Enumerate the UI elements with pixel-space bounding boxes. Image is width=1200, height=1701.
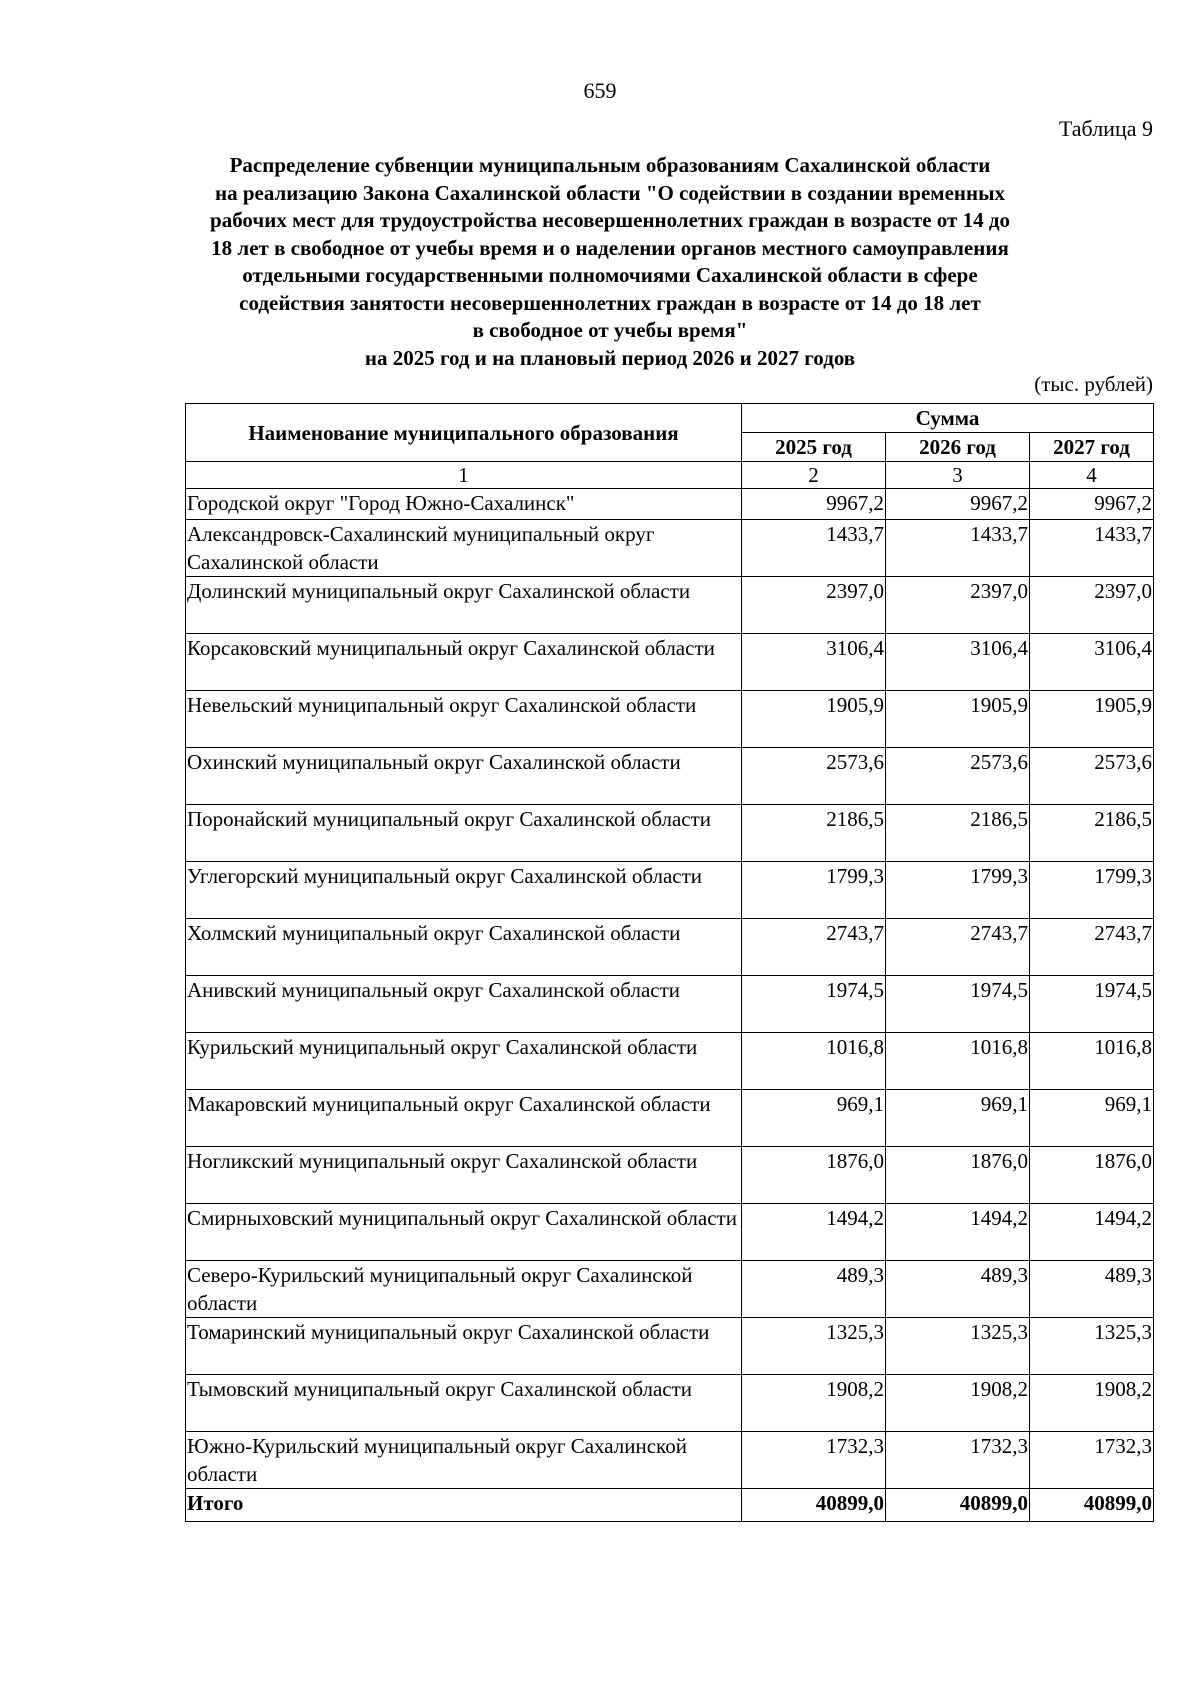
header-sum: Сумма <box>742 404 1154 433</box>
amount-2025: 489,3 <box>742 1261 886 1318</box>
table-header-row <box>186 404 1154 433</box>
table-row <box>186 1261 1154 1318</box>
municipality-name: Макаровский муниципальный округ Сахалинской области <box>186 1090 742 1147</box>
table-row <box>186 691 1154 748</box>
amount-2027: 1876,0 <box>1030 1147 1154 1204</box>
amount-2026: 1905,9 <box>886 691 1030 748</box>
amount-2025: 2573,6 <box>742 748 886 805</box>
header-year-2026: 2026 год <box>886 433 1030 462</box>
amount-2026: 2186,5 <box>886 805 1030 862</box>
municipality-name: Курильский муниципальный округ Сахалинской области <box>186 1033 742 1090</box>
column-number: 4 <box>1030 462 1154 489</box>
amount-2025: 1799,3 <box>742 862 886 919</box>
header-year-2027: 2027 год <box>1030 433 1154 462</box>
municipality-name: Северо-Курильский муниципальный округ Сахалинской области <box>186 1261 742 1318</box>
amount-2027: 2186,5 <box>1030 805 1154 862</box>
amount-2027: 1732,3 <box>1030 1432 1154 1489</box>
title-line: 18 лет в свободное от учебы время и о наделении органов местного самоуправления <box>211 235 1009 260</box>
total-label: Итого <box>186 1489 742 1522</box>
amount-2027: 1016,8 <box>1030 1033 1154 1090</box>
amount-2025: 2397,0 <box>742 577 886 634</box>
amount-2027: 1799,3 <box>1030 862 1154 919</box>
title-line: содействия занятости несовершеннолетних граждан в возрасте от 14 до 18 лет <box>239 290 981 315</box>
table-row <box>186 919 1154 976</box>
column-number: 3 <box>886 462 1030 489</box>
amount-2025: 1433,7 <box>742 520 886 577</box>
title-line: отдельными государственными полномочиями Сахалинской области в сфере <box>242 263 978 287</box>
subvention-table <box>185 403 1154 1522</box>
municipality-name: Тымовский муниципальный округ Сахалинской области <box>186 1375 742 1432</box>
amount-2026: 1732,3 <box>886 1432 1030 1489</box>
amount-2025: 1876,0 <box>742 1147 886 1204</box>
amount-2026: 2743,7 <box>886 919 1030 976</box>
amount-2026: 1325,3 <box>886 1318 1030 1375</box>
table-row <box>186 520 1154 577</box>
amount-2026: 1974,5 <box>886 976 1030 1033</box>
amount-2025: 2186,5 <box>742 805 886 862</box>
municipality-name: Поронайский муниципальный округ Сахалинской области <box>186 805 742 862</box>
amount-2026: 1494,2 <box>886 1204 1030 1261</box>
municipality-name: Невельский муниципальный округ Сахалинской области <box>186 691 742 748</box>
municipality-name: Александровск-Сахалинский муниципальный округ Сахалинской области <box>186 520 742 577</box>
column-number: 2 <box>742 462 886 489</box>
table-row <box>186 1432 1154 1489</box>
table-body <box>186 489 1154 1522</box>
table-row <box>186 634 1154 691</box>
table-row <box>186 1090 1154 1147</box>
column-number: 1 <box>186 462 742 489</box>
table-row <box>186 1033 1154 1090</box>
municipality-name: Охинский муниципальный округ Сахалинской области <box>186 748 742 805</box>
amount-2027: 1974,5 <box>1030 976 1154 1033</box>
amount-2027: 2573,6 <box>1030 748 1154 805</box>
amount-2026: 2397,0 <box>886 577 1030 634</box>
amount-2026: 2573,6 <box>886 748 1030 805</box>
amount-2027: 1905,9 <box>1030 691 1154 748</box>
title-line: на 2025 год и на плановый период 2026 и 2027 годов <box>364 345 856 370</box>
units-label: (тыс. рублей) <box>1034 372 1153 396</box>
amount-2025: 1732,3 <box>742 1432 886 1489</box>
table-row <box>186 1318 1154 1375</box>
amount-2025: 969,1 <box>742 1090 886 1147</box>
amount-2027: 2397,0 <box>1030 577 1154 634</box>
amount-2026: 1433,7 <box>886 520 1030 577</box>
table-row <box>186 805 1154 862</box>
amount-2027: 1325,3 <box>1030 1318 1154 1375</box>
title-line: Распределение субвенции муниципальным образованиям Сахалинской области <box>229 153 991 177</box>
amount-2025: 3106,4 <box>742 634 886 691</box>
amount-2025: 1494,2 <box>742 1204 886 1261</box>
municipality-name: Углегорский муниципальный округ Сахалинской области <box>186 862 742 919</box>
column-numbers-row <box>186 462 1154 489</box>
table-row <box>186 976 1154 1033</box>
amount-2027: 3106,4 <box>1030 634 1154 691</box>
table-row <box>186 862 1154 919</box>
municipality-name: Смирныховский муниципальный округ Сахалинской области <box>186 1204 742 1261</box>
title-line: на реализацию Закона Сахалинской области "О содействии в создании временных <box>214 180 1006 205</box>
table-row <box>186 1147 1154 1204</box>
amount-2026: 9967,2 <box>886 489 1030 520</box>
amount-2027: 1494,2 <box>1030 1204 1154 1261</box>
amount-2026: 969,1 <box>886 1090 1030 1147</box>
amount-2025: 2743,7 <box>742 919 886 976</box>
title-line: рабочих мест для трудоустройства несовершеннолетних граждан в возрасте от 14 до <box>210 208 1010 232</box>
municipality-name: Городской округ "Город Южно-Сахалинск" <box>186 489 742 520</box>
amount-2027: 1908,2 <box>1030 1375 1154 1432</box>
page-number: 659 <box>583 78 617 103</box>
header-year-2025: 2025 год <box>742 433 886 462</box>
table-row <box>186 1375 1154 1432</box>
amount-2025: 1905,9 <box>742 691 886 748</box>
amount-2027: 1433,7 <box>1030 520 1154 577</box>
table-row <box>186 748 1154 805</box>
municipality-name: Анивский муниципальный округ Сахалинской области <box>186 976 742 1033</box>
header-municipality-name: Наименование муниципального образования <box>186 404 742 462</box>
amount-2027: 9967,2 <box>1030 489 1154 520</box>
amount-2025: 1325,3 <box>742 1318 886 1375</box>
amount-2025: 1908,2 <box>742 1375 886 1432</box>
total-2026: 40899,0 <box>886 1489 1030 1522</box>
amount-2026: 1876,0 <box>886 1147 1030 1204</box>
amount-2026: 489,3 <box>886 1261 1030 1318</box>
municipality-name: Долинский муниципальный округ Сахалинской области <box>186 577 742 634</box>
title-line: в свободное от учебы время" <box>472 318 748 342</box>
amount-2025: 9967,2 <box>742 489 886 520</box>
amount-2025: 1974,5 <box>742 976 886 1033</box>
amount-2026: 1908,2 <box>886 1375 1030 1432</box>
municipality-name: Корсаковский муниципальный округ Сахалинской области <box>186 634 742 691</box>
amount-2027: 489,3 <box>1030 1261 1154 1318</box>
municipality-name: Томаринский муниципальный округ Сахалинской области <box>186 1318 742 1375</box>
amount-2027: 2743,7 <box>1030 919 1154 976</box>
amount-2027: 969,1 <box>1030 1090 1154 1147</box>
total-2025: 40899,0 <box>742 1489 886 1522</box>
municipality-name: Южно-Курильский муниципальный округ Сахалинской области <box>186 1432 742 1489</box>
table-row <box>186 1204 1154 1261</box>
document-title <box>180 152 1040 372</box>
municipality-name: Ногликский муниципальный округ Сахалинской области <box>186 1147 742 1204</box>
table-row <box>186 577 1154 634</box>
amount-2026: 1799,3 <box>886 862 1030 919</box>
municipality-name: Холмский муниципальный округ Сахалинской области <box>186 919 742 976</box>
amount-2026: 3106,4 <box>886 634 1030 691</box>
amount-2025: 1016,8 <box>742 1033 886 1090</box>
table-row <box>186 489 1154 520</box>
table-total-row <box>186 1489 1154 1522</box>
total-2027: 40899,0 <box>1030 1489 1154 1522</box>
table-label: Таблица 9 <box>1058 116 1153 141</box>
amount-2026: 1016,8 <box>886 1033 1030 1090</box>
